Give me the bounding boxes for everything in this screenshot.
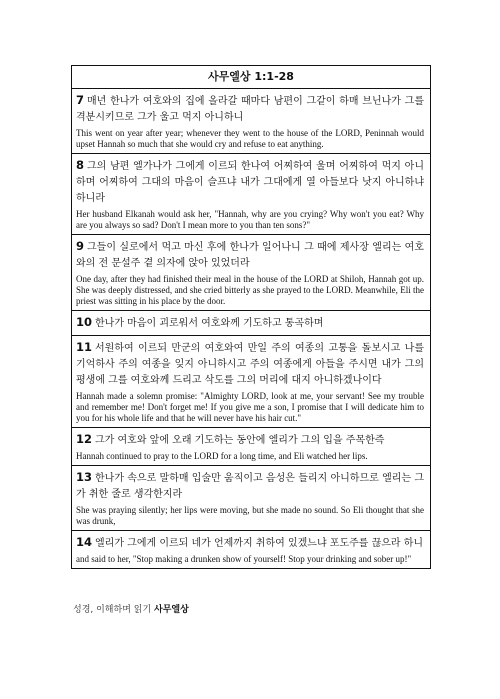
verse-korean-text: 한나가 속으로 말하매 입술만 움직이고 음성은 들리지 아니하므로 엘리는 그가 취한 줄로 생각한지라 <box>76 473 424 500</box>
verse-10 <box>72 311 430 336</box>
verse-table <box>71 65 431 569</box>
verse-korean <box>76 339 424 389</box>
passage-title: 사무엘상 1:1-28 <box>72 66 430 89</box>
verse-english: This went on year after year; whenever they went to the house of the LORD, Peninnah would upset Hannah so much that she would cry and refuse to eat anything. <box>76 128 424 149</box>
verse-english: Her husband Elkanah would ask her, "Hannah, why are you crying? Why won't you eat? Why are you always so sad? Don't I mean more to you than ten sons?" <box>76 209 424 230</box>
verse-13 <box>72 466 430 531</box>
verse-korean <box>76 534 424 552</box>
verse-number: 12 <box>76 432 93 446</box>
verse-english: She was praying silently; her lips were moving, but she made no sound. So Eli thought that she was drunk, <box>76 505 424 526</box>
verse-number: 7 <box>76 93 85 107</box>
verse-korean-text: 그들이 실로에서 먹고 마신 후에 한나가 일어나니 그 때에 제사장 엘리는 여호와의 전 문설주 곁 의자에 앉아 있었더라 <box>76 242 424 269</box>
verse-korean <box>76 92 424 126</box>
verse-number: 10 <box>76 315 93 329</box>
verse-korean <box>76 238 424 272</box>
verse-7 <box>72 89 430 154</box>
verse-english: and said to her, "Stop making a drunken show of yourself! Stop your drinking and sober up!" <box>76 554 412 564</box>
verse-number: 9 <box>76 239 85 253</box>
verse-number: 8 <box>76 158 85 172</box>
verse-number: 13 <box>76 470 93 484</box>
verse-korean <box>76 314 424 332</box>
verse-korean <box>76 469 424 503</box>
verse-english: Hannah made a solemn promise: "Almighty LORD, look at me, your servant! See my trouble and remember me! Don't forget me! If you give me a son, I promise that I will dedicate him to you for his whole life and that he will never have his hair cut." <box>76 391 424 423</box>
verse-12 <box>72 428 430 466</box>
verse-korean <box>76 157 424 207</box>
verse-8 <box>72 154 430 235</box>
footer-book-name: 사무엘상 <box>154 605 189 615</box>
verse-9 <box>72 235 430 311</box>
verse-korean-text: 엘리가 그에게 이르되 네가 언제까지 취하여 있겠느냐 포도주를 끊으라 하니 <box>95 538 424 549</box>
verse-korean-text: 그가 여호와 앞에 오래 기도하는 동안에 엘리가 그의 입을 주목한즉 <box>95 435 385 446</box>
verse-english: Hannah continued to pray to the LORD for a long time, and Eli watched her lips. <box>76 451 368 461</box>
verse-korean-text: 그의 남편 엘가나가 그에게 이르되 한나여 어찌하여 울며 어찌하여 먹지 아니하며 어찌하여 그대의 마음이 슬프냐 내가 그대에게 열 아들보다 낫지 아니하냐 하니라 <box>76 161 424 204</box>
footer-series-text: 성경, 이해하며 읽기 <box>73 605 152 615</box>
verse-korean-text: 서원하여 이르되 만군의 여호와여 만일 주의 여종의 고통을 돌보시고 나를 기억하사 주의 여종을 잊지 아니하시고 주의 여종에게 아들을 주시면 내가 그의 평생에 그를 여호와께 드리고 삭도를 그의 머리에 대지 아니하겠나이다 <box>76 343 424 386</box>
verse-number: 11 <box>76 340 93 354</box>
verse-korean-text: 매년 한나가 여호와의 집에 올라갈 때마다 남편이 그같이 하매 브닌나가 그를 격분시키므로 그가 울고 먹지 아니하니 <box>76 96 424 123</box>
verse-korean <box>76 431 424 449</box>
verse-english: One day, after they had finished their meal in the house of the LORD at Shiloh, Hannah got up. She was deeply distressed, and she cried bitterly as she prayed to the LORD. Meanwhile, Eli the priest was sitting in his place by the door. <box>76 274 424 306</box>
verse-korean-text: 한나가 마음이 괴로워서 여호와께 기도하고 통곡하며 <box>95 318 324 329</box>
verse-14 <box>72 531 430 568</box>
verse-number: 14 <box>76 535 93 549</box>
verse-11 <box>72 336 430 428</box>
page-footer <box>73 602 189 615</box>
